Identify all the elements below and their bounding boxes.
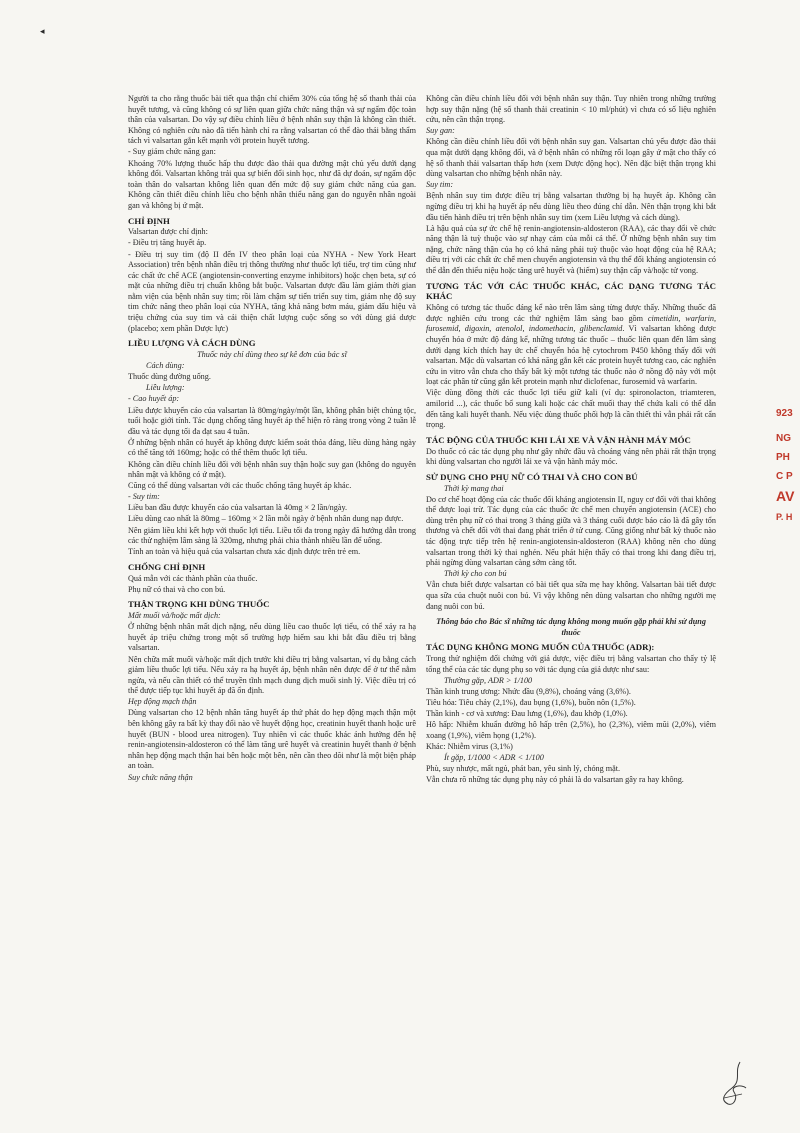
- paragraph: Vẫn chưa rõ những tác dụng phụ này có phải là do valsartan gây ra hay không.: [426, 775, 684, 785]
- signature-mark: [712, 1058, 752, 1108]
- subheading: Liều lượng:: [146, 383, 185, 393]
- subheading: Cách dùng:: [146, 361, 185, 371]
- paragraph: Liều dùng cao nhất là 80mg – 160mg × 2 lần mỗi ngày ở bệnh nhân dung nạp được.: [128, 514, 404, 524]
- subheading: Mất muối và/hoặc mất dịch:: [128, 611, 221, 621]
- stamp-text: 923: [776, 408, 793, 419]
- paragraph: Liều ban đầu được khuyến cáo của valsartan là 40mg × 2 lần/ngày.: [128, 503, 348, 513]
- right-column: [426, 94, 716, 786]
- paragraph: Ở những bệnh nhân có huyết áp không được kiểm soát thỏa đáng, liều dùng hàng ngày có thể tăng tới 160mg; hoặc có thể thêm thuốc lợi tiểu.: [128, 437, 416, 458]
- section-heading-contraindications: CHỐNG CHỈ ĐỊNH: [128, 561, 206, 572]
- red-stamp: [776, 408, 800, 598]
- paragraph: Vẫn chưa biết được valsartan có bài tiết qua sữa mẹ hay không. Valsartan bài tiết được qua sữa của chuột nuôi con bú. Vì vậy không nên dùng valsartan cho những người mẹ đang nuôi con bú.: [426, 580, 716, 611]
- paragraph: Là hậu quả của sự ức chế hệ renin-angiotensin-aldosteron (RAA), các thay đổi về chức năng thận là tuỳ thuộc vào sự nhạy cảm của mỗi cá thể. Ở những bệnh nhân suy tim nặng, chức năng thận của họ có khả năng phải tuỳ thuộc vào hoạt động của hệ RAA; điều trị với các chất ức chế men chuyển angiotensin và thụ thể đối kháng angiotensin có thể dẫn đến thiểu niệu hoặc tăng urê huyết và (hiếm) suy thận cấp và/hoặc tử vong.: [426, 223, 716, 275]
- paragraph: Không cần điều chỉnh liều đối với bệnh nhân suy gan. Valsartan chủ yếu được đào thải qua mật dưới dạng không đổi, và ở bệnh nhân có những rối loạn gây ứ mật cho thấy có hệ số thanh thải valsartan thấp hơn (xem Dược động học). Nên đặc biệt thận trọng khi dùng valsartan cho những bệnh nhân này.: [426, 137, 716, 179]
- section-heading-adverse-reactions: TÁC DỤNG KHÔNG MONG MUỐN CỦA THUỐC (ADR):: [426, 642, 655, 653]
- paragraph: Không cần điều chỉnh liều đối với bệnh nhân suy thận hoặc suy gan (không do nguyên nhân mật và không có ứ mật).: [128, 459, 416, 480]
- stamp-text: P. H: [776, 512, 793, 522]
- stamp-text: NG: [776, 433, 791, 444]
- paragraph: Người ta cho rằng thuốc bài tiết qua thận chỉ chiếm 30% của tổng hệ số thanh thải của huyết tương, và cũng không có sự liên quan giữa chức năng thận và sự ngấm độc toàn thân của valsartan. Do vậy sự điều chỉnh liều ở bệnh nhân suy thận là không cần thiết. Không có nghiên cứu nào đã tiến hành chỉ ra rằng valsartan có thể đào thải bằng thẩm tách vì valsartan gắn kết mạnh với protein huyết tương.: [128, 94, 416, 146]
- paragraph: - Điều trị tăng huyết áp.: [128, 238, 207, 248]
- paragraph: Bệnh nhân suy tim được điều trị bằng valsartan thường bị hạ huyết áp. Không cần ngừng điều trị khi hạ huyết áp nếu dùng liều theo đúng chỉ dẫn. Nên thận trọng khi bắt đầu tiến hành điều trị trên bệnh nhân suy tim (xem Liều lượng và cách dùng).: [426, 191, 716, 222]
- section-heading-dosage: LIỀU LƯỢNG VÀ CÁCH DÙNG: [128, 338, 256, 349]
- section-heading-interactions: TƯƠNG TÁC VỚI CÁC THUỐC KHÁC, CÁC DẠNG TƯƠNG TÁC KHÁC: [426, 280, 716, 302]
- paragraph: Việc dùng đồng thời các thuốc lợi tiểu giữ kali (ví dụ: spironolacton, triamteren, amilorid ...), các thuốc bổ sung kali hoặc các chất muối thay thế chứa kali có thể dẫn đến tăng kali huyết thanh. Nếu việc dùng thuốc phối hợp là cần thiết thì vẫn phải rất cẩn trọng.: [426, 388, 716, 430]
- paragraph: Khoảng 70% lượng thuốc hấp thu được đào thải qua đường mật chủ yếu dưới dạng không đổi. Valsartan không trải qua sự biến đổi sinh học, như đã dự đoán, sự ngấm độc toàn thân do valsartan không liên quan đến mức độ suy giảm chức năng của gan. Không cần thiết điều chỉnh liều cho bệnh nhân thiểu năng gan do nguyên nhân ngoài gan và không bị ứ mật.: [128, 158, 416, 210]
- paragraph: [426, 303, 716, 388]
- subheading: Suy chức năng thận: [128, 772, 193, 782]
- stamp-text: AV: [776, 488, 795, 504]
- subheading: - Cao huyết áp:: [128, 394, 180, 404]
- corner-mark: ◂: [40, 26, 45, 36]
- section-heading-pregnancy: SỬ DỤNG CHO PHỤ NỮ CÓ THAI VÀ CHO CON BÚ: [426, 471, 638, 482]
- paragraph: Valsartan được chỉ định:: [128, 227, 208, 237]
- paragraph: Nên giảm liều khi kết hợp với thuốc lợi tiểu. Liều tối đa trong ngày đã hướng dẫn trong các thử nghiệm lâm sàng là 320mg, nhưng phải chia thành nhiều lần để uống.: [128, 525, 416, 546]
- left-column: [128, 94, 416, 784]
- section-heading-precautions: THẬN TRỌNG KHI DÙNG THUỐC: [128, 599, 270, 610]
- section-heading-driving: TÁC ĐỘNG CỦA THUỐC KHI LÁI XE VÀ VẬN HÀNH MÁY MÓC: [426, 434, 691, 445]
- paragraph: Quá mẫn với các thành phần của thuốc.: [128, 573, 258, 583]
- paragraph: Do thuốc có các tác dụng phụ như gây nhức đầu và choáng váng nên phải rất thận trọng khi dùng valsartan cho người lái xe và vận hành máy móc.: [426, 446, 716, 467]
- paragraph: Phù, suy nhược, mất ngủ, phát ban, yêu sinh lý, chóng mặt.: [426, 764, 621, 774]
- subheading: Ít gặp, 1/1000 < ADR < 1/100: [444, 753, 544, 763]
- paragraph: Thuốc dùng đường uống.: [128, 372, 211, 382]
- drug-list: cimetidin, warfarin, furosemid, digoxin, atenolol, indomethacin, glibenclamid: [426, 313, 717, 334]
- subheading: Suy tim:: [426, 180, 454, 190]
- paragraph: Dùng valsartan cho 12 bệnh nhân tăng huyết áp thứ phát do hẹp động mạch thận một bên không gây ra bất kỳ thay đổi nào về huyết động học, creatinin huyết thanh hoặc urê huyết (BUN - blood urea nitrogen). Tuy nhiên vì các thuốc khác ảnh hưởng đến hệ renin-angiotensin-aldosteron có thể làm tăng urê huyết và creatinin huyết thanh ở bệnh nhân hẹp động mạch thận hai bên hoặc một bên, nên cần theo dõi như là một biện pháp an toàn.: [128, 708, 416, 771]
- paragraph: - Suy giảm chức năng gan:: [128, 147, 216, 157]
- subheading: Thời kỳ mang thai: [444, 483, 504, 493]
- stamp-text: PH: [776, 452, 790, 463]
- list-item: Khác: Nhiễm virus (3,1%): [426, 741, 513, 751]
- subheading: Thường gặp, ADR > 1/100: [444, 675, 533, 685]
- stamp-text: C P: [776, 471, 793, 482]
- text-run: Không có tương tác thuốc đáng kể nào trên lâm sàng từng được thấy. Những thuốc đã được nghiên cứu trong các thử nghiệm lâm sàng bao gồm: [426, 303, 716, 323]
- paragraph: Phụ nữ có thai và cho con bú.: [128, 584, 226, 594]
- paragraph: Nên chữa mất muối và/hoặc mất dịch trước khi điều trị bằng valsartan, ví dụ bằng cách giảm liều thuốc lợi tiểu. Nếu xảy ra hạ huyết áp, bệnh nhân nên được để ở tư thế nằm ngửa, và nếu cần thiết có thể truyền tĩnh mạch dung dịch muối sinh lý. Việc điều trị có thể được tiếp tục khi huyết áp đã ổn định.: [128, 654, 416, 696]
- list-item: Hô hấp: Nhiễm khuẩn đường hô hấp trên (2,5%), ho (2,3%), viêm mũi (2,0%), viêm xoang (1,9%), viêm họng (1,2%).: [426, 720, 716, 740]
- section-heading-indications: CHỈ ĐỊNH: [128, 215, 170, 226]
- paragraph: - Điều trị suy tim (độ II đến IV theo phân loại của NYHA - New York Heart Association) trên bệnh nhân điều trị thông thường như thuốc lợi tiểu, trợ tim cũng như các chất ức chế ACE (angiotensin-converting enzyme inhibitors) hoặc chẹn beta, sự có mặt của những điều trị chuẩn không bắt buộc. Valsartan được đầu làm giảm thời gian nằm viện của bệnh nhân suy tim; rồi làm chậm sự tiến triển suy tim, giảm nhẹ độ suy tim chức năng theo phân loại của NYHA, tăng khả năng bơm máu, giảm dấu hiệu và triệu chứng của suy tim và cải thiện chất lượng cuộc sống so với dùng giả dược (placebo; xem phần Dược lực): [128, 249, 416, 333]
- paragraph: Không cần điều chỉnh liều đối với bệnh nhân suy thận. Tuy nhiên trong những trường hợp suy thận nặng (hệ số thanh thải creatinin < 10 ml/phút) vì chưa có số liệu nghiên cứu, nên cần thận trọng.: [426, 94, 716, 125]
- text-run: . Vì valsartan không được chuyển hóa ở mức độ đáng kể, những tương tác thuốc – thuốc liên quan đến lâm sàng dưới dạng kích thích hay ức chế chuyển hóa hệ cytochrom P450 không thấy đối với valsartan. Mặc dù valsartan có khả năng gắn kết các protein huyết tương cao, các nghiên cứu in vitro vẫn chưa cho thấy bất kỳ một tương tác thuốc nào ở nồng độ này với một loạt các phân tử cũng gắn kết protein mạnh như diclofenac, furosemid và warfarin.: [426, 324, 717, 387]
- list-item: Thần kinh trung ương: Nhức đầu (9,8%), choáng váng (3,6%).: [426, 686, 631, 696]
- paragraph: Cũng có thể dùng valsartan với các thuốc chống tăng huyết áp khác.: [128, 481, 352, 491]
- prescription-note: Thuốc này chỉ dùng theo sự kê đơn của bác sĩ: [197, 350, 347, 360]
- paragraph: Trong thử nghiệm đối chứng với giả dược, việc điều trị bằng valsartan cho thấy tỷ lệ tổng thể của các tác dụng phụ so với tác dụng của giả dược như sau:: [426, 654, 716, 674]
- paragraph: Do cơ chế hoạt động của các thuốc đối kháng angiotensin II, nguy cơ đối với thai không thể được loại trừ. Tác dụng của các thuốc ức chế men chuyển angiotensin (ACE) cho dùng trên phụ nữ có thai trong 3 tháng giữa và 3 tháng cuối được báo cáo là đã gây tổn thương và chết đối với thai đang phát triển ở tử cung. Cũng giống như bất kỳ thuốc nào tác động trực tiếp trên hệ renin-angiotensin-aldosteron (RAA) không nên cho dùng valsartan trong thời kỳ thai nghén. Nếu phát hiện thấy có thai trong khi đang điều trị, phải ngừng dùng valsartan càng sớm càng tốt.: [426, 494, 716, 568]
- paragraph: Liều được khuyến cáo của valsartan là 80mg/ngày/một lần, không phân biệt chủng tộc, tuổi hoặc giới tính. Tác dụng chống tăng huyết áp thể hiện rõ ràng trong vòng 2 tuần lễ đầu và tác dụng tối đa đạt sau 4 tuần.: [128, 405, 416, 436]
- paragraph: Ở những bệnh nhân mất dịch nặng, nếu dùng liều cao thuốc lợi tiểu, có thể xảy ra hạ huyết áp triệu chứng trong một số trường hợp hiếm sau khi bắt đầu điều trị bằng valsartan.: [128, 622, 416, 653]
- paragraph: Tính an toàn và hiệu quả của valsartan chưa xác định được trên trẻ em.: [128, 547, 361, 557]
- subheading: Suy gan:: [426, 126, 455, 136]
- subheading: Hẹp động mạch thận: [128, 697, 197, 707]
- list-item: Tiêu hóa: Tiêu chảy (2,1%), đau bụng (1,6%), buồn nôn (1,5%).: [426, 698, 636, 708]
- subheading: - Suy tim:: [128, 492, 160, 502]
- list-item: Thần kinh - cơ và xương: Đau lưng (1,6%), đau khớp (1,0%).: [426, 709, 628, 719]
- subheading: Thời kỳ cho con bú: [444, 569, 507, 579]
- adverse-report-note: Thông báo cho Bác sĩ những tác dụng không mong muốn gặp phải khi sử dụng thuốc: [436, 617, 706, 637]
